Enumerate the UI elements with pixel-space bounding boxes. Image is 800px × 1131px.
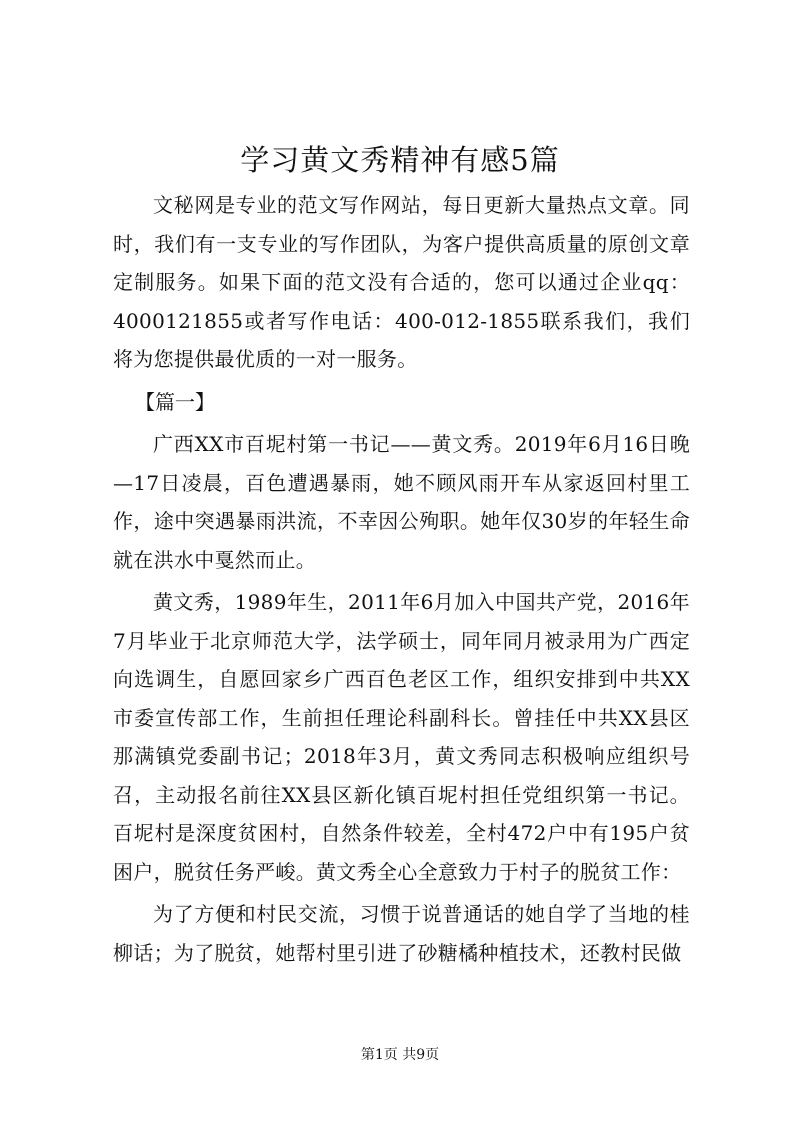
section-heading: 【篇一】 <box>135 389 215 414</box>
document-title: 学习黄文秀精神有感5篇 <box>240 143 560 177</box>
intro-paragraph: 文秘网是专业的范文写作网站，每日更新大量热点文章。同时，我们有一支专业的写作团队，为客户提供高质量的原创文章定制服务。如果下面的范文没有合适的，您可以通过企业qq：4000121855或者写作电话：400-012-1855联系我们，我们将为您提供最优质的一对一服务。 <box>113 193 690 371</box>
body-paragraph-1: 广西XX市百坭村第一书记——黄文秀。2019年6月16日晚—17日凌晨，百色遭遇暴雨，她不顾风雨开车从家返回村里工作，途中突遇暴雨洪流，不幸因公殉职。她年仅30岁的年轻生命就在洪水中戛然而止。 <box>113 432 690 572</box>
body-paragraph-3: 为了方便和村民交流，习惯于说普通话的她自学了当地的桂柳话；为了脱贫，她帮村里引进了砂糖橘种植技术，还教村民做 <box>113 902 690 965</box>
body-paragraph-2: 黄文秀，1989年生，2011年6月加入中国共产党，2016年7月毕业于北京师范大学，法学硕士，同年同月被录用为广西定向选调生，自愿回家乡广西百色老区工作，组织安排到中共XX市委宣传部工作，生前担任理论科副科长。曾挂任中共XX县区那满镇党委副书记；2018年3月，黄文秀同志积极响应组织号召，主动报名前往XX县区新化镇百坭村担任党组织第一书记。百坭村是深度贫困村，自然条件较差，全村472户中有195户贫困户，脱贫任务严峻。黄文秀全心全意致力于村子的脱贫工作： <box>113 590 690 884</box>
document-body <box>113 186 690 976</box>
page-footer: 第1页 共9页 <box>360 1047 440 1063</box>
